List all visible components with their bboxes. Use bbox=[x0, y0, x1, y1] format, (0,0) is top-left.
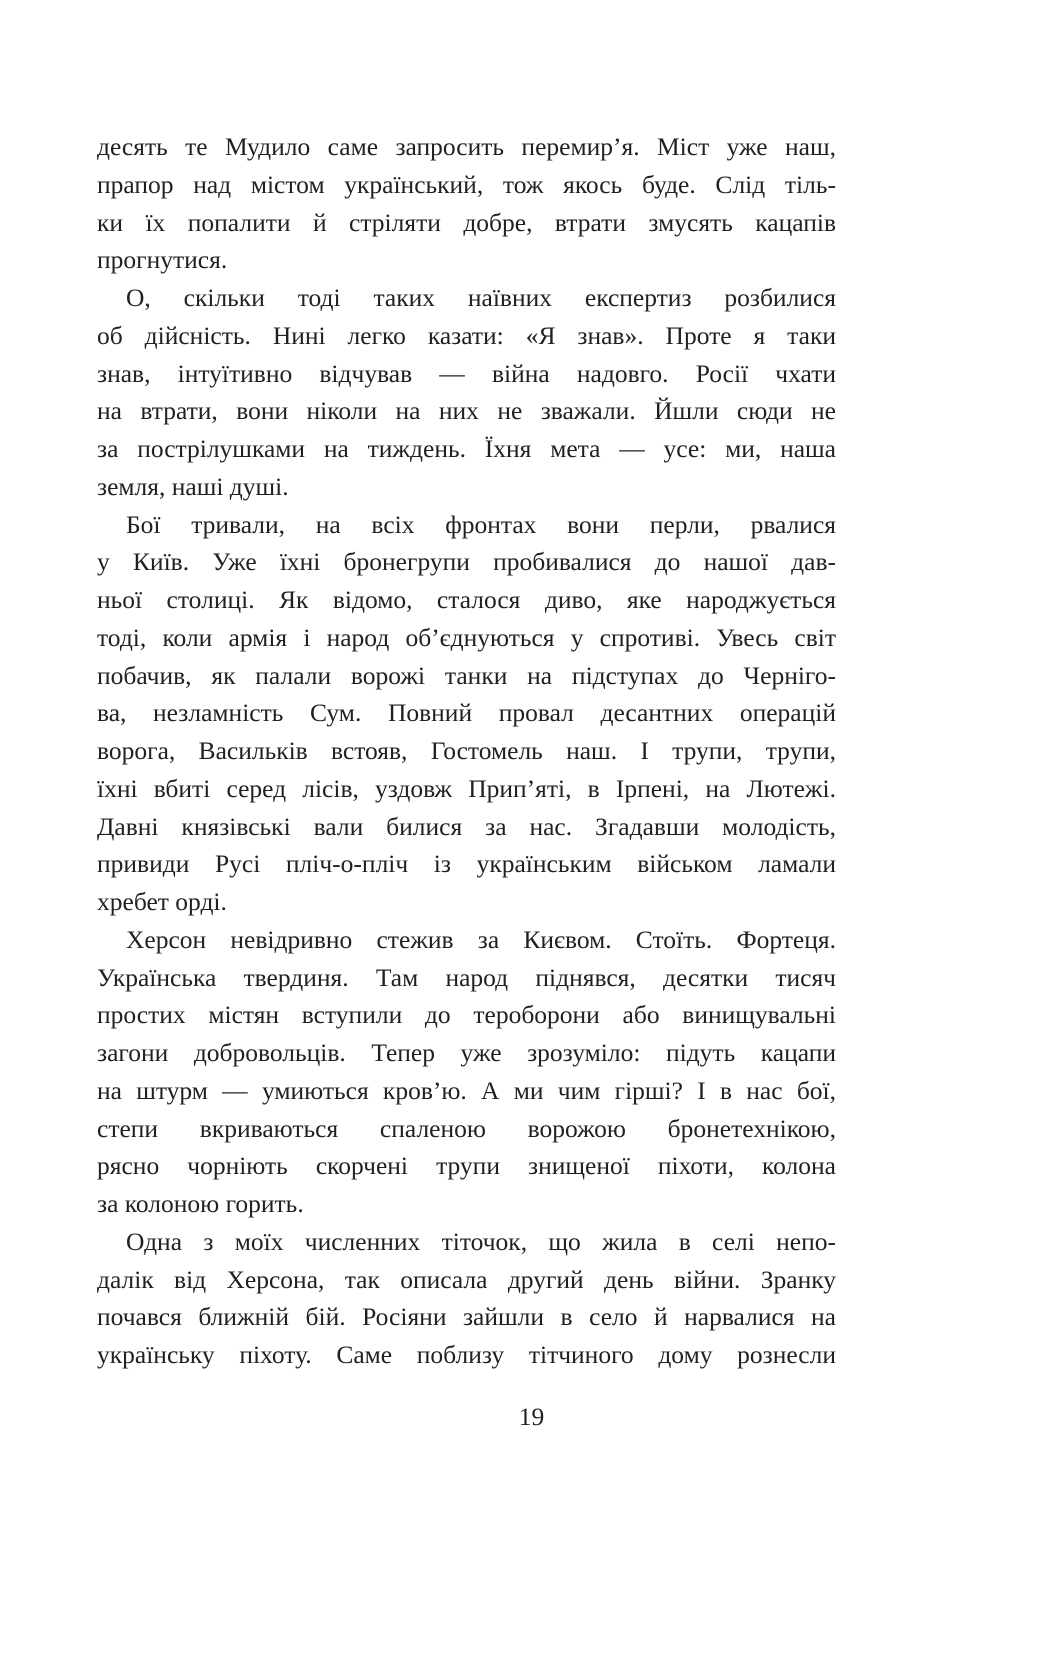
text-line: Бої тривали, на всіх фронтах вони перли, рвалися bbox=[126, 509, 836, 539]
text-line: їхні вбиті серед лісів, уздовж Прип’яті, в Ірпені, на Лютежі. bbox=[97, 773, 836, 803]
paragraph bbox=[97, 1223, 836, 1374]
text-line: на втрати, вони ніколи на них не зважали. Йшли сюди не bbox=[97, 396, 836, 426]
text-line: об дійсність. Нині легко казати: «Я знав». Проте я таки bbox=[97, 320, 836, 350]
paragraph bbox=[97, 921, 836, 1223]
text-line: ньої столиці. Як відомо, сталося диво, яке народжується bbox=[97, 585, 836, 614]
text-line: Херсон невідривно стежив за Києвом. Стоїть. Фортеця. bbox=[126, 924, 836, 954]
text-line: за колоною горить. bbox=[97, 1189, 304, 1218]
page-number: 19 bbox=[518, 1402, 545, 1431]
text-line: у Київ. Уже їхні бронегрупи пробивалися до нашої дав- bbox=[97, 547, 836, 577]
text-line: простих містян вступили до тероборони або винищувальні bbox=[97, 1000, 836, 1030]
text-line: земля, наші душі. bbox=[97, 471, 289, 501]
text-line: десять те Мудило саме запросить перемир’я. Міст уже наш, bbox=[97, 132, 836, 161]
text-line: степи вкриваються спаленою ворожою бронетехнікою, bbox=[97, 1113, 836, 1143]
text-line: знав, інтуїтивно відчував — війна надовго. Росії чхати bbox=[97, 358, 836, 388]
text-line: українську піхоту. Саме поблизу тітчиного дому рознесли bbox=[97, 1340, 836, 1369]
text-line: Давні князівські вали билися за нас. Згадавши молодість, bbox=[97, 811, 836, 841]
paragraph bbox=[97, 279, 836, 506]
text-line: ва, незламність Сум. Повний провал десантних операцій bbox=[97, 698, 836, 728]
text-line: привиди Русі пліч-о-пліч із українським військом ламали bbox=[97, 849, 836, 879]
text-line: рясно чорніють скорчені трупи знищеної піхоти, колона bbox=[97, 1151, 836, 1181]
text-line: почався ближній бій. Росіяни зайшли в село й нарвалися на bbox=[97, 1302, 836, 1332]
text-line: Одна з моїх численних тіточок, що жила в селі непо- bbox=[126, 1226, 836, 1256]
text-line: прапор над містом український, тож якось буде. Слід тіль- bbox=[97, 169, 836, 199]
text-line: О, скільки тоді таких наївних експертиз розбилися bbox=[126, 283, 836, 312]
text-line: ворога, Васильків встояв, Гостомель наш. І трупи, трупи, bbox=[97, 736, 836, 765]
text-line: на штурм — умиються кров’ю. А ми чим гірші? І в нас бої, bbox=[97, 1075, 836, 1105]
page-body-text bbox=[97, 128, 836, 1374]
text-line: хребет орді. bbox=[97, 887, 227, 916]
text-line: Українська твердиня. Там народ піднявся, десятки тисяч bbox=[97, 962, 836, 992]
paragraph bbox=[97, 128, 836, 279]
text-line: побачив, як палали ворожі танки на підступах до Черніго- bbox=[97, 660, 836, 690]
text-line: за пострілушками на тиждень. Їхня мета — усе: ми, наша bbox=[97, 434, 836, 463]
text-line: тоді, коли армія і народ об’єднуються у спротиві. Увесь світ bbox=[97, 622, 836, 652]
text-line: загони добровольців. Тепер уже зрозуміло: підуть кацапи bbox=[97, 1038, 836, 1067]
text-line: далік від Херсона, так описала другий день війни. Зранку bbox=[97, 1264, 836, 1294]
text-line: прогнутися. bbox=[97, 245, 228, 275]
text-line: ки їх попалити й стріляти добре, втрати змусять кацапів bbox=[97, 207, 836, 237]
paragraph bbox=[97, 506, 836, 921]
